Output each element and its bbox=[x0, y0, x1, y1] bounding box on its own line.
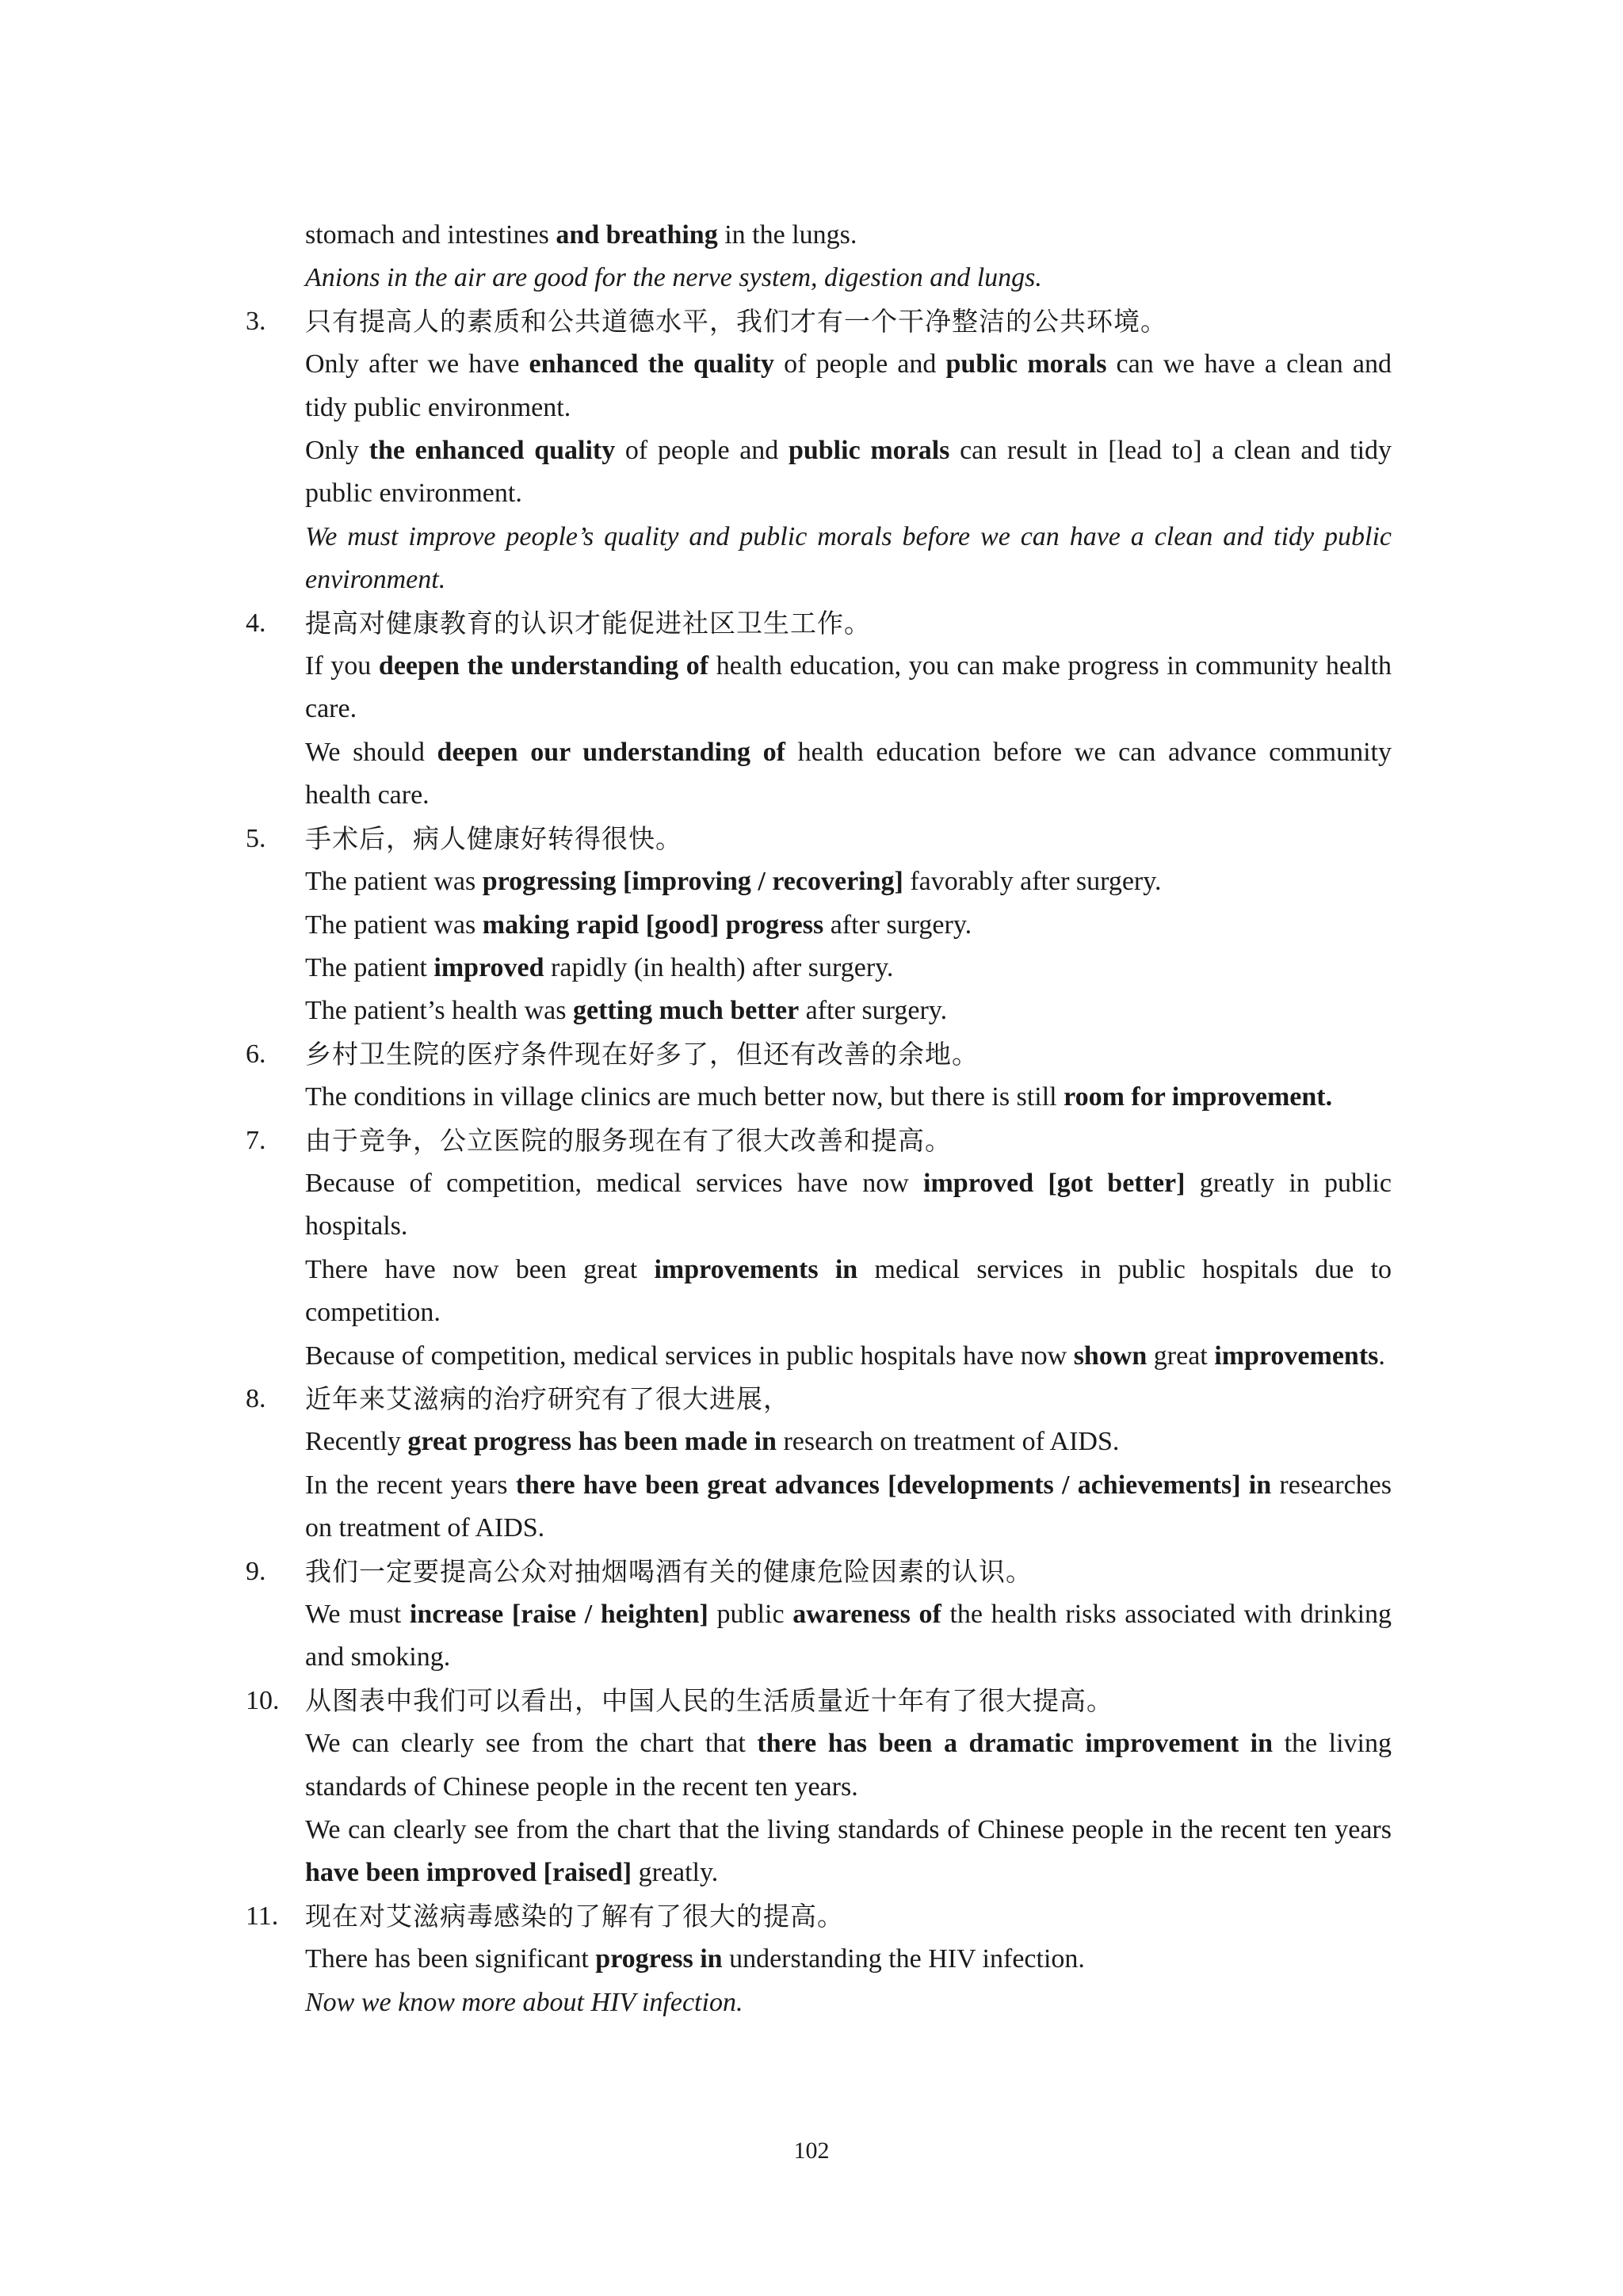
translation: Because of competition, medical services in public hospitals have now shown great improvements. bbox=[305, 1341, 1385, 1371]
page-number: 102 bbox=[793, 2138, 830, 2164]
translation: The patient was progressing [improving / recovering] favorably after surgery. bbox=[305, 867, 1162, 897]
item-number: 4. bbox=[246, 608, 266, 638]
item-number: 3. bbox=[246, 306, 266, 336]
chinese-sentence: 提高对健康教育的认识才能促进社区卫生工作。 bbox=[305, 607, 871, 639]
item-6 bbox=[246, 1033, 1392, 1119]
translation-italic: We must improve people’s quality and public morals before we can have a clean and tidy public environment. bbox=[305, 521, 1392, 595]
chinese-sentence: 乡村卫生院的医疗条件现在好多了，但还有改善的余地。 bbox=[305, 1038, 979, 1070]
item-number: 9. bbox=[246, 1556, 266, 1586]
translation: The conditions in village clinics are much better now, but there is still room for improvement. bbox=[305, 1082, 1333, 1112]
chinese-sentence: 从图表中我们可以看出，中国人民的生活质量近十年有了很大提高。 bbox=[305, 1684, 1113, 1716]
translation: Recently great progress has been made in research on treatment of AIDS. bbox=[305, 1427, 1120, 1457]
translation: There has been significant progress in understanding the HIV infection. bbox=[305, 1944, 1085, 1974]
translation: Only after we have enhanced the quality of people and public morals can we have a clean and tidy public environment. bbox=[305, 349, 1392, 422]
item-number: 6. bbox=[246, 1039, 266, 1069]
item-number: 7. bbox=[246, 1125, 266, 1155]
translation: We should deepen our understanding of health education before we can advance community health care. bbox=[305, 737, 1392, 810]
translation: We must increase [raise / heighten] public awareness of the health risks associated with drinking and smoking. bbox=[305, 1600, 1392, 1672]
chinese-sentence: 由于竞争，公立医院的服务现在有了很大改善和提高。 bbox=[305, 1124, 952, 1156]
item-10 bbox=[246, 1680, 1392, 1895]
translation: In the recent years there have been great advances [developments / achievements] in researches on treatment of AIDS. bbox=[305, 1470, 1392, 1543]
chinese-sentence: 手术后，病人健康好转得很快。 bbox=[305, 822, 682, 854]
chinese-sentence: 现在对艾滋病毒感染的了解有了很大的提高。 bbox=[305, 1900, 844, 1932]
item-number: 10. bbox=[246, 1685, 280, 1715]
chinese-sentence: 只有提高人的素质和公共道德水平，我们才有一个干净整洁的公共环境。 bbox=[305, 305, 1167, 337]
item-number: 8. bbox=[246, 1383, 266, 1413]
translation: The patient was making rapid [good] progress after surgery. bbox=[305, 910, 972, 940]
translation: The patient improved rapidly (in health) after surgery. bbox=[305, 952, 894, 982]
translation: We can clearly see from the chart that there has been a dramatic improvement in the living standards of Chinese people in the recent ten years. bbox=[305, 1729, 1392, 1802]
item-9 bbox=[246, 1550, 1392, 1680]
item-11 bbox=[246, 1895, 1392, 2024]
sentence-italic: Anions in the air are good for the nerve system, digestion and lungs. bbox=[305, 263, 1042, 293]
item-2-continuation bbox=[246, 214, 1392, 300]
item-number: 11. bbox=[246, 1901, 279, 1931]
item-5 bbox=[246, 818, 1392, 1033]
translation: Because of competition, medical services have now improved [got better] greatly in public hospitals. bbox=[305, 1168, 1392, 1241]
translation: If you deepen the understanding of health education, you can make progress in community health care. bbox=[305, 651, 1392, 724]
item-8 bbox=[246, 1378, 1392, 1550]
translation: We can clearly see from the chart that the living standards of Chinese people in the recent ten years have been improved [raised] greatly. bbox=[305, 1815, 1392, 1888]
chinese-sentence: 近年来艾滋病的治疗研究有了很大进展， bbox=[305, 1383, 790, 1414]
item-7 bbox=[246, 1119, 1392, 1378]
chinese-sentence: 我们一定要提高公众对抽烟喝酒有关的健康危险因素的认识。 bbox=[305, 1555, 1033, 1587]
translation-italic: Now we know more about HIV infection. bbox=[305, 1987, 743, 2017]
page-content bbox=[246, 214, 1392, 2024]
item-4 bbox=[246, 602, 1392, 818]
item-number: 5. bbox=[246, 823, 266, 853]
translation: Only the enhanced quality of people and public morals can result in [lead to] a clean and tidy public environment. bbox=[305, 436, 1392, 509]
translation: The patient’s health was getting much better after surgery. bbox=[305, 996, 948, 1026]
sentence: stomach and intestines and breathing in the lungs. bbox=[305, 220, 857, 250]
item-3 bbox=[246, 300, 1392, 602]
translation: There have now been great improvements in medical services in public hospitals due to competition. bbox=[305, 1254, 1392, 1328]
